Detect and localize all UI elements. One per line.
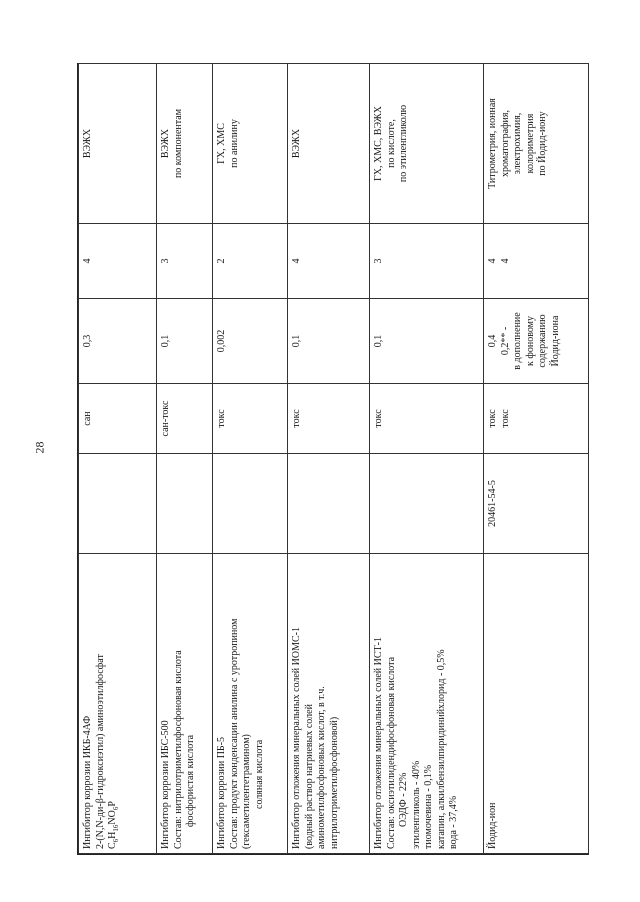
method-cell: ГХ, ХМС по анилину [213, 64, 288, 224]
table-row [79, 64, 157, 854]
method-cell: ВЭЖХ по компонентам [157, 64, 213, 224]
page-number: 28 [32, 441, 47, 454]
method-cell: Титрометрия, ионная хроматография, электрохимия, колориметрия по Йодид-иону [484, 64, 589, 224]
method-cell: ВЭЖХ [288, 64, 370, 224]
substance-name-cell: Ингибитор коррозии ИБС-500 Состав: нитрилотриметилфосфоновая кислота фосфористая кислота [157, 554, 213, 854]
table-row [484, 64, 589, 854]
substances-table [77, 63, 589, 855]
limit-cell: 0,1 [157, 299, 213, 384]
cas-cell [79, 454, 157, 554]
cas-cell [213, 454, 288, 554]
hazard-cell: сан [79, 384, 157, 454]
cas-cell [288, 454, 370, 554]
table-row [157, 64, 213, 854]
cas-cell: 20461-54-5 [484, 454, 589, 554]
class-cell: 4 [79, 224, 157, 299]
method-cell: ГХ, ХМС, ВЭЖХ по кислоте, по этиленгликолю [370, 64, 484, 224]
limit-cell: 0,002 [213, 299, 288, 384]
hazard-cell: сан-токс [157, 384, 213, 454]
hazard-cell: токс токс [484, 384, 589, 454]
substance-name-cell: Йодид-ион [484, 554, 589, 854]
chemical-formula: $C_6H_{16}NO_6P$ [107, 801, 120, 849]
table-row [288, 64, 370, 854]
hazard-cell: токс [370, 384, 484, 454]
limit-cell: 0,1 [370, 299, 484, 384]
limit-cell: 0,1 [288, 299, 370, 384]
class-cell: 2 [213, 224, 288, 299]
substance-name-cell: Ингибитор коррозии ИКБ-4АФ 2-(N,N-ди-β-гидроксиэтил) аминоэтилфосфат $C_6H_{16}NO_6P$ [79, 554, 157, 854]
class-cell: 3 [370, 224, 484, 299]
table-row [370, 64, 484, 854]
substance-name-cell: Ингибитор отложения минеральных солей ИСТ-1 Состав: оксиэтилидендифосфоновая кислота ОЭДФ - 22% этиленгликоль - 40% тиомочевина - 0,1% катапин, алкилбензилпиридинийхлорид - 0,5% вода - 37,4% [370, 554, 484, 854]
substance-name-cell: Ингибитор коррозии ПБ-5 Состав: продукт конденсации анилина с уротропином (гексаметилентетрамином) соляная кислота [213, 554, 288, 854]
substance-name-cell: Ингибитор отложения минеральных солей ИОМС-1 (водный раствор натриевых солей аминометилфосфоновых кислот, в т.ч. нитрилотриметилфосфоновой) [288, 554, 370, 854]
hazard-cell: токс [288, 384, 370, 454]
limit-cell: 0,3 [79, 299, 157, 384]
method-cell: ВЭЖХ [79, 64, 157, 224]
table-row [213, 64, 288, 854]
hazard-cell: токс [213, 384, 288, 454]
class-cell: 4 [288, 224, 370, 299]
cas-cell [157, 454, 213, 554]
class-cell: 3 [157, 224, 213, 299]
class-cell: 4 4 [484, 224, 589, 299]
cas-cell [370, 454, 484, 554]
limit-cell: 0,4 0,2** - в дополнение к фоновому содержанию Йодид-иона [484, 299, 589, 384]
